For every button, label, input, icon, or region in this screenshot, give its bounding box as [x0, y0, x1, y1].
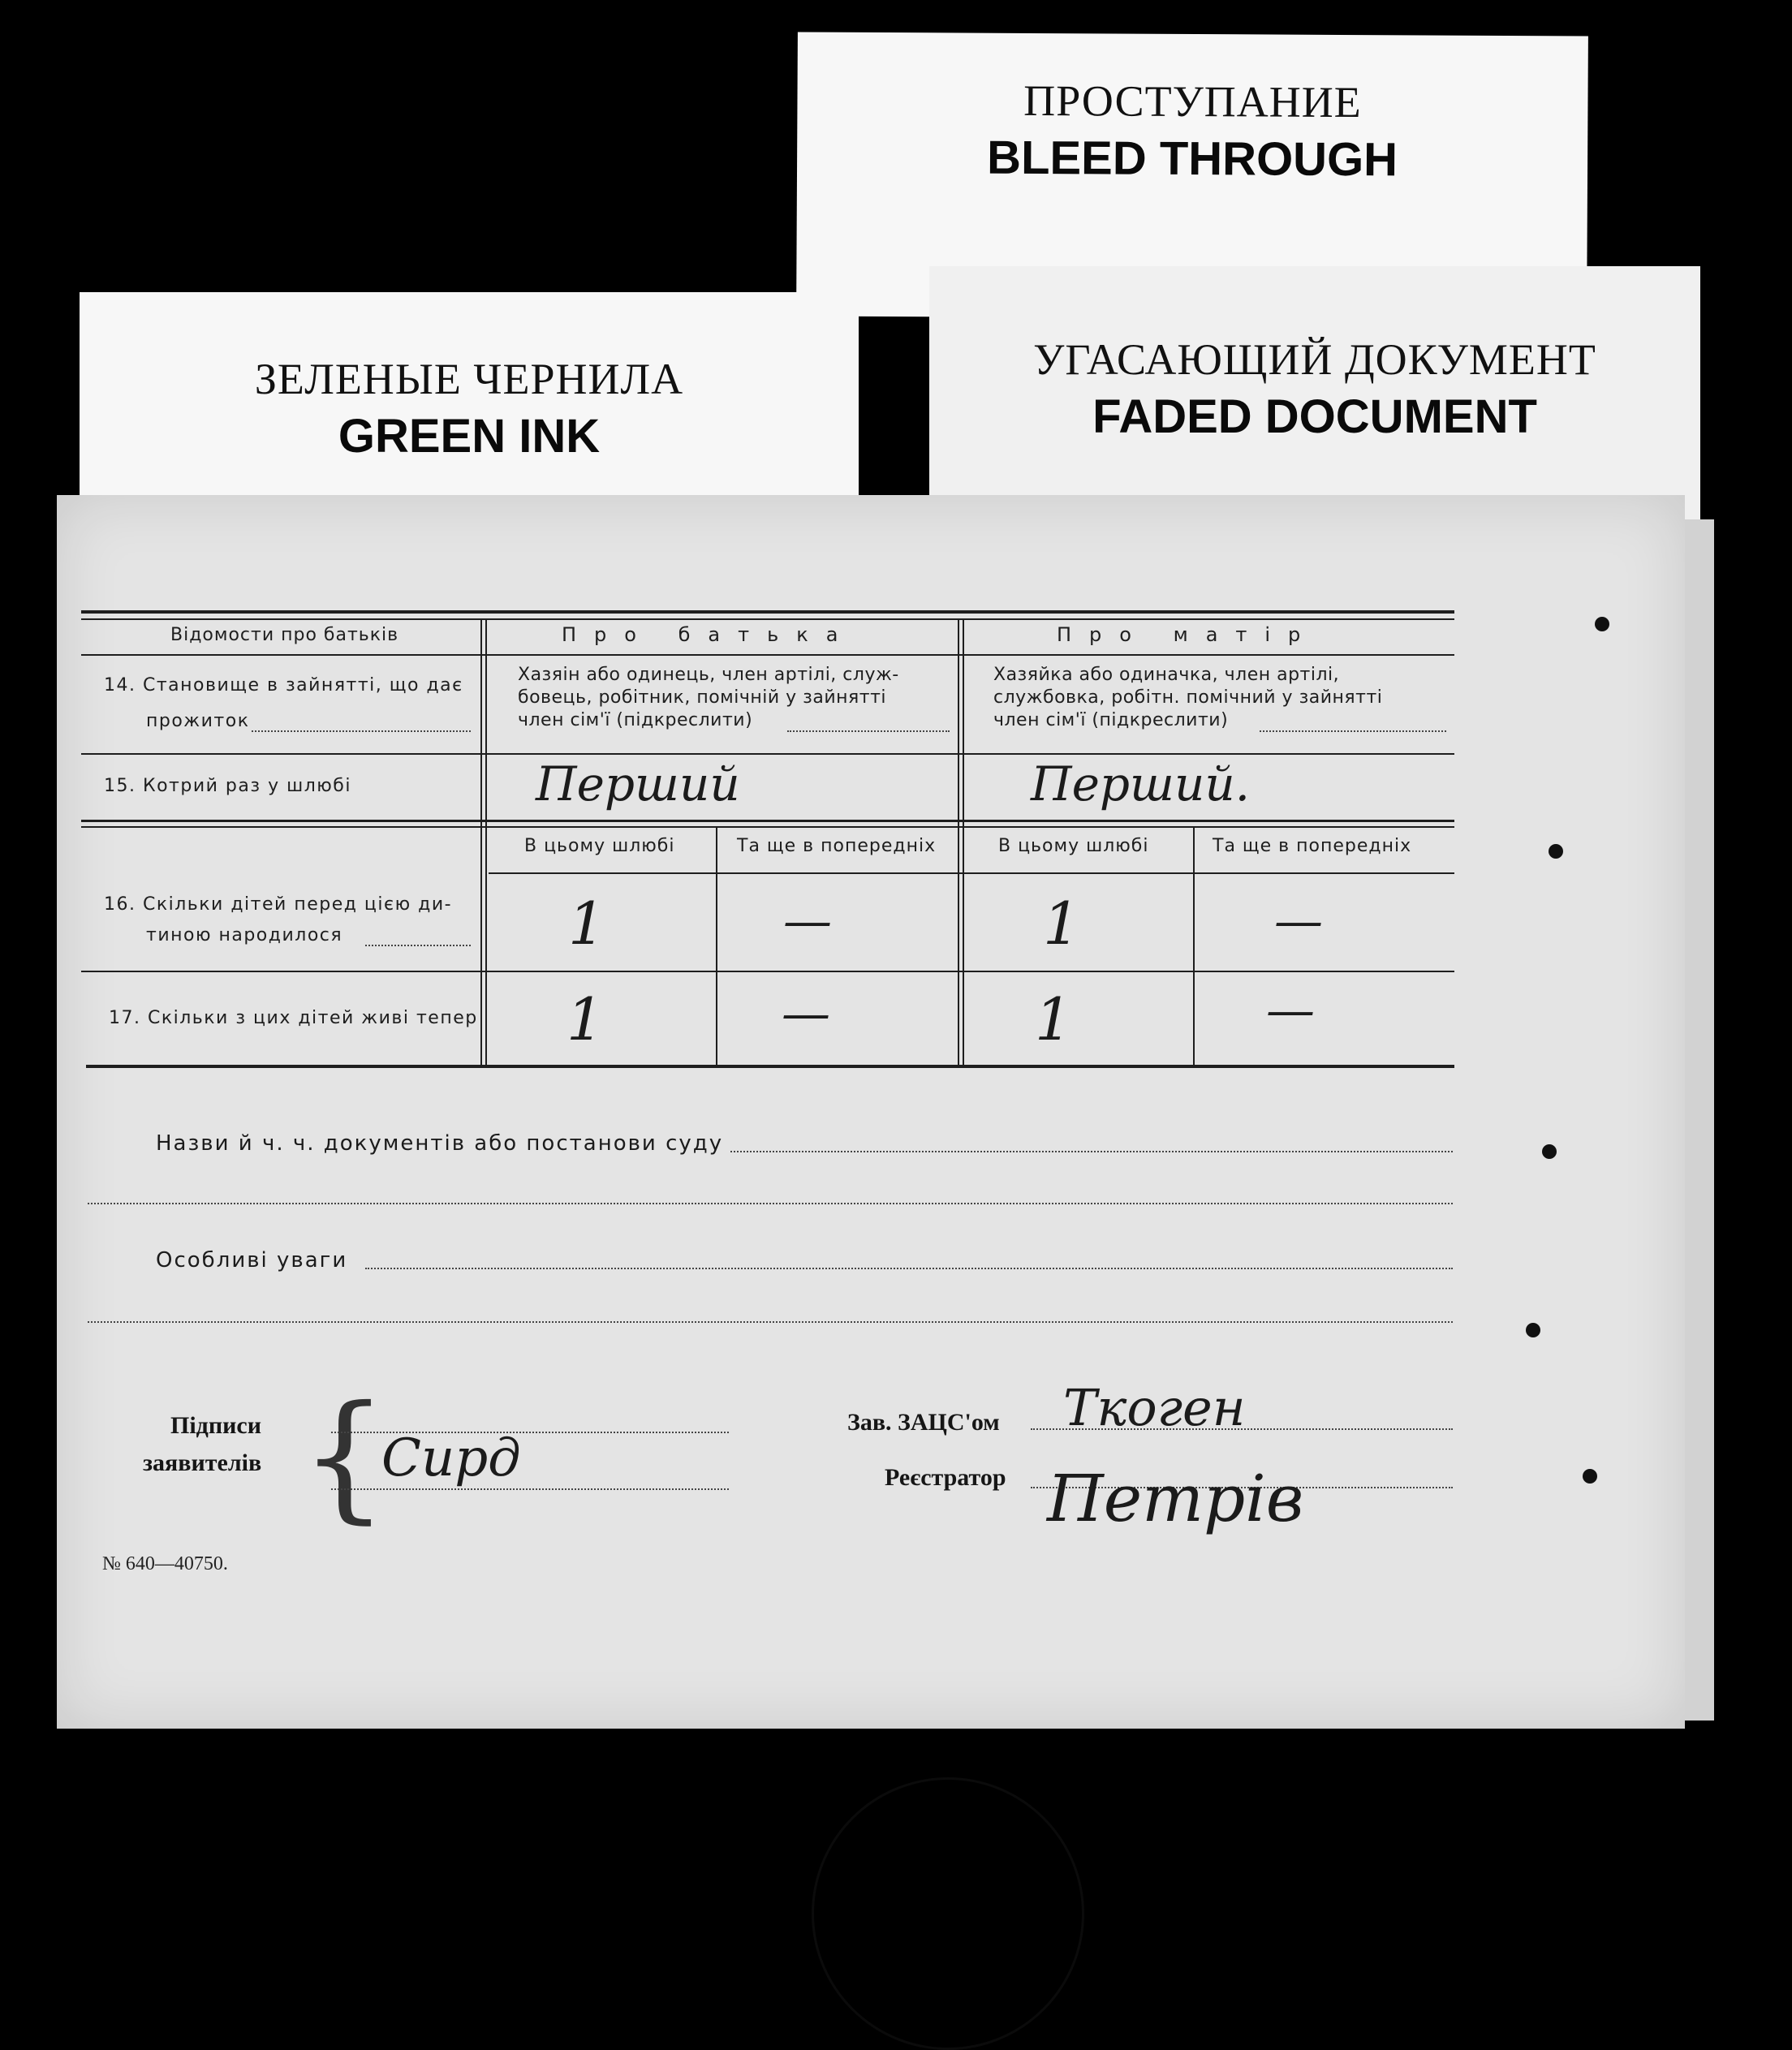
row17-label: 17. Скільки з цих дітей живі тепер	[109, 1008, 478, 1028]
col-divider-2	[958, 618, 959, 1066]
binder-hole	[1583, 1469, 1597, 1484]
bleed-through-en: BLEED THROUGH	[986, 131, 1398, 187]
row14-father-line2: бовець, робітник, помічній у зайнятті	[518, 687, 887, 708]
binder-hole	[1595, 617, 1609, 631]
row17-mother-prev: —	[1266, 982, 1315, 1039]
remarks-label: Особливі уваги	[156, 1248, 348, 1273]
bleed-through-ru: ПРОСТУПАНИЕ	[1023, 75, 1362, 127]
row15-label: 15. Котрий раз у шлюбі	[104, 776, 351, 796]
subheader-father-this: В цьому шлюбі	[524, 836, 675, 856]
applicants-label-line1: Підписи	[170, 1412, 262, 1439]
faded-stamp	[812, 1777, 1084, 2050]
row14-mother-line3: член сім'ї (підкреслити)	[993, 710, 1229, 730]
registrar-label: Реєстратор	[885, 1464, 1006, 1491]
row14-father-dots	[787, 730, 950, 732]
row17-mother-this: 1	[1035, 985, 1072, 1053]
remarks-line-1	[365, 1268, 1453, 1269]
form-number: № 640—40750.	[102, 1553, 228, 1574]
subheader-mother-this: В цьому шлюбі	[998, 836, 1149, 856]
document-sheet	[57, 495, 1685, 1729]
binder-hole	[1542, 1144, 1557, 1159]
applicants-brace: {	[300, 1376, 389, 1537]
documents-line-1	[730, 1151, 1453, 1152]
green-ink-en: GREEN INK	[338, 410, 601, 463]
row16-rule	[81, 971, 1454, 972]
row15-father-value: Перший	[536, 756, 740, 812]
col-divider-1b	[485, 618, 487, 1066]
row16-father-prev: —	[783, 893, 832, 950]
header-parents-info: Відомости про батьків	[170, 625, 399, 645]
col-divider-1	[480, 618, 482, 1066]
col-divider-2b	[963, 618, 964, 1066]
faded-document-card	[929, 266, 1700, 526]
faded-document-en: FADED DOCUMENT	[1092, 390, 1537, 443]
row14-mother-occupation	[993, 664, 1382, 732]
row16-mother-prev: —	[1274, 893, 1323, 950]
row15-rule	[81, 820, 1454, 822]
row16-mother-this: 1	[1043, 889, 1080, 958]
documents-label: Назви й ч. ч. документів або постанови суду	[156, 1131, 724, 1156]
table-top-rule-2	[81, 618, 1454, 620]
row14-mother-dots	[1260, 730, 1446, 732]
header-rule	[81, 654, 1454, 656]
subheader-mother-prev: Та ще в попередніх	[1213, 836, 1412, 856]
table-bottom-rule	[86, 1065, 1454, 1068]
row17-father-this: 1	[566, 985, 604, 1053]
applicant-line-2	[331, 1488, 729, 1490]
row17-father-prev: —	[782, 985, 830, 1042]
binder-hole	[1549, 844, 1563, 859]
row14-mother-line1: Хазяйка або одиначка, член артілі,	[993, 665, 1340, 685]
row16-father-this: 1	[568, 889, 605, 958]
header-father: Про батька	[562, 623, 856, 646]
row14-dots	[252, 730, 471, 732]
row14-mother-line2: службовка, робітн. помічний у зайнятті	[993, 687, 1383, 708]
subheader-rule	[489, 872, 1454, 874]
row14-label-line1: 14. Становище в зайнятті, що дає	[104, 675, 463, 696]
row14-father-occupation	[518, 664, 899, 732]
subheader-father-prev: Та ще в попередніх	[737, 836, 937, 856]
remarks-line-2	[88, 1321, 1453, 1323]
documents-line-2	[88, 1203, 1453, 1204]
faded-document-ru: УГАСАЮЩИЙ ДОКУМЕНТ	[1033, 335, 1596, 384]
row14-rule	[81, 753, 1454, 755]
head-label: Зав. ЗАЦС'ом	[847, 1409, 1000, 1436]
col-divider-mother	[1193, 828, 1195, 1066]
row15-rule-2	[81, 826, 1454, 828]
head-signature: Ткоген	[1063, 1378, 1246, 1437]
table-top-rule	[81, 610, 1454, 614]
registrar-signature: Петрів	[1047, 1461, 1304, 1536]
row14-father-line1: Хазяін або одинець, член артілі, служ-	[518, 665, 899, 685]
row14-label-line2: прожиток	[146, 711, 250, 731]
header-mother: Про матір	[1057, 623, 1319, 646]
row16-label-line2: тиною народилося	[146, 925, 343, 945]
sheet-edge	[1682, 519, 1714, 1721]
green-ink-ru: ЗЕЛЕНЫЕ ЧЕРНИЛА	[254, 355, 684, 403]
row15-mother-value: Перший.	[1031, 756, 1251, 812]
col-divider-father	[716, 828, 717, 1066]
applicant-signature: Сирд	[381, 1428, 521, 1488]
row16-dots	[365, 945, 471, 946]
row14-father-line3: член сім'ї (підкреслити)	[518, 710, 753, 730]
binder-hole	[1526, 1323, 1540, 1337]
row16-label-line1: 16. Скільки дітей перед цією ди-	[104, 894, 453, 915]
applicants-label-line2: заявителів	[143, 1449, 262, 1476]
